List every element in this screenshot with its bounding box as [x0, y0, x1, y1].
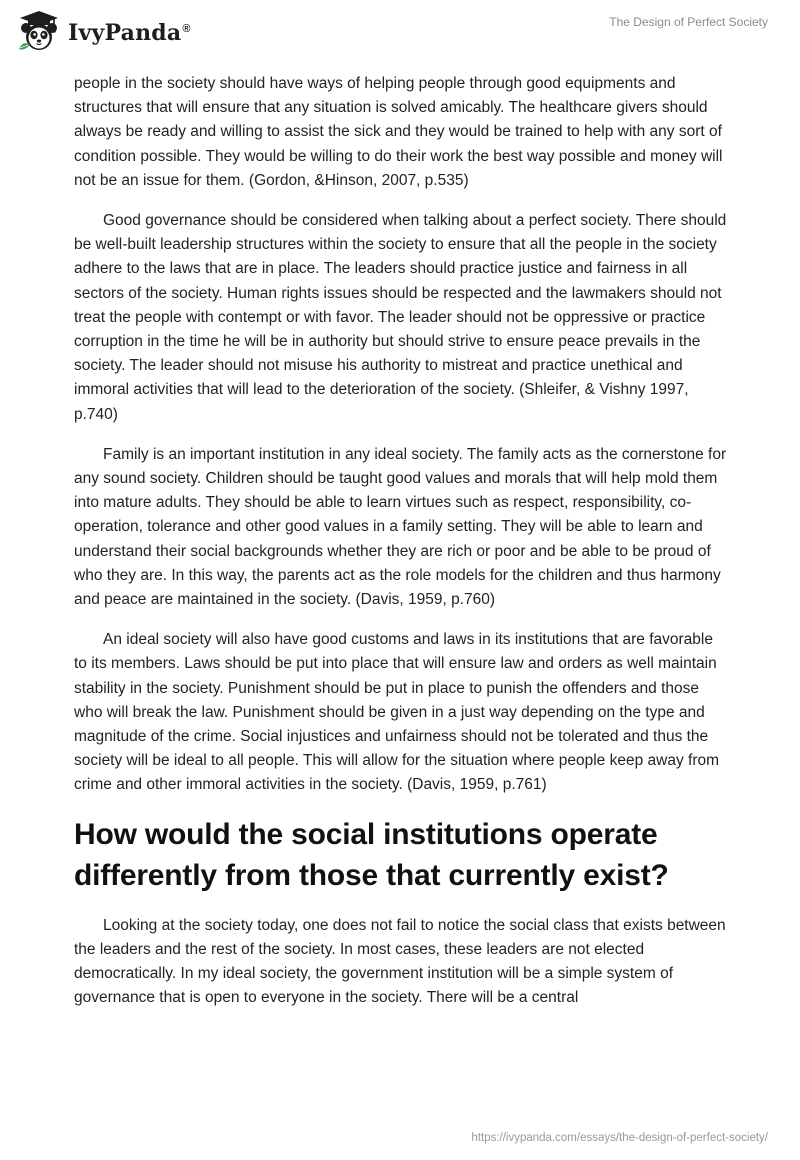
article-body	[74, 72, 730, 1027]
source-url[interactable]: https://ivypanda.com/essays/the-design-of-perfect-society/	[471, 1132, 768, 1144]
paragraph-society-today: Looking at the society today, one does not fail to notice the social class that exists between the leaders and the rest of the society. In most cases, these leaders are not elected democratically. In my ideal society, the government institution will be a simple system of governance that is open to everyone in the society. There will be a central	[74, 916, 726, 1007]
brand-name	[68, 20, 191, 46]
paragraph-customs-laws: An ideal society will also have good customs and laws in its institutions that are favorable to its members. Laws should be put into place that will ensure law and orders as well maintain stability in the society. Punishment should be put in place to punish the offenders and those who will break the law. Punishment should be given in a just way depending on the type and magnitude of the crime. Social injustices and unfairness should not be tolerated and thus the society will be ideal to all people. This will allow for the situation where people keep away from crime and other immoral activities in the society. (Davis, 1959, p.761)	[74, 631, 720, 794]
brand-name-text: IvyPanda	[68, 20, 182, 46]
paragraph-continued: people in the society should have ways of helping people through good equipments and structures that will ensure that any situation is solved amicably. The healthcare givers should always be ready and willing to assist the sick and they would be trained to help with any sort of condition possible. They would be willing to do their work the best way possible and money will not be an issue for them. (Gordon, &Hinson, 2007, p.535)	[74, 75, 723, 189]
registered-mark: ®	[182, 22, 191, 35]
paragraph-governance: Good governance should be considered when talking about a perfect society. There should be well-built leadership structures within the society to ensure that all the people in the society adhere to the laws that are in place. The leaders should practice justice and fairness in all sectors of the society. Human rights issues should be respected and the lawmakers should not treat the people with contempt or with favor. The leader should not be oppressive or practice corruption in the time he will be in authority but should strive to ensure peace prevails in the society. The leader should not misuse his authority to mistreat and practice unethical and immoral activities that will lead to the deterioration of the society. (Shleifer, & Vishny 1997, p.740)	[74, 212, 727, 423]
ivypanda-logo[interactable]	[16, 9, 191, 55]
panda-graduate-icon	[16, 9, 62, 55]
paragraph-family: Family is an important institution in any ideal society. The family acts as the cornerstone for any sound society. Children should be taught good values and morals that will help mold them into mature adults. They should be able to learn virtues such as respect, responsibility, co-operation, tolerance and other good values in a family setting. They will be able to learn and understand their social backgrounds whether they are rich or poor and be able to be proud of who they are. In this way, the parents act as the role models for the children and thus harmony and peace are maintained in the society. (Davis, 1959, p.760)	[74, 445, 727, 609]
page-header	[0, 0, 800, 62]
document-title: The Design of Perfect Society	[609, 15, 768, 29]
section-heading: How would the social institutions operate differently from those that currently exist?	[74, 817, 669, 892]
